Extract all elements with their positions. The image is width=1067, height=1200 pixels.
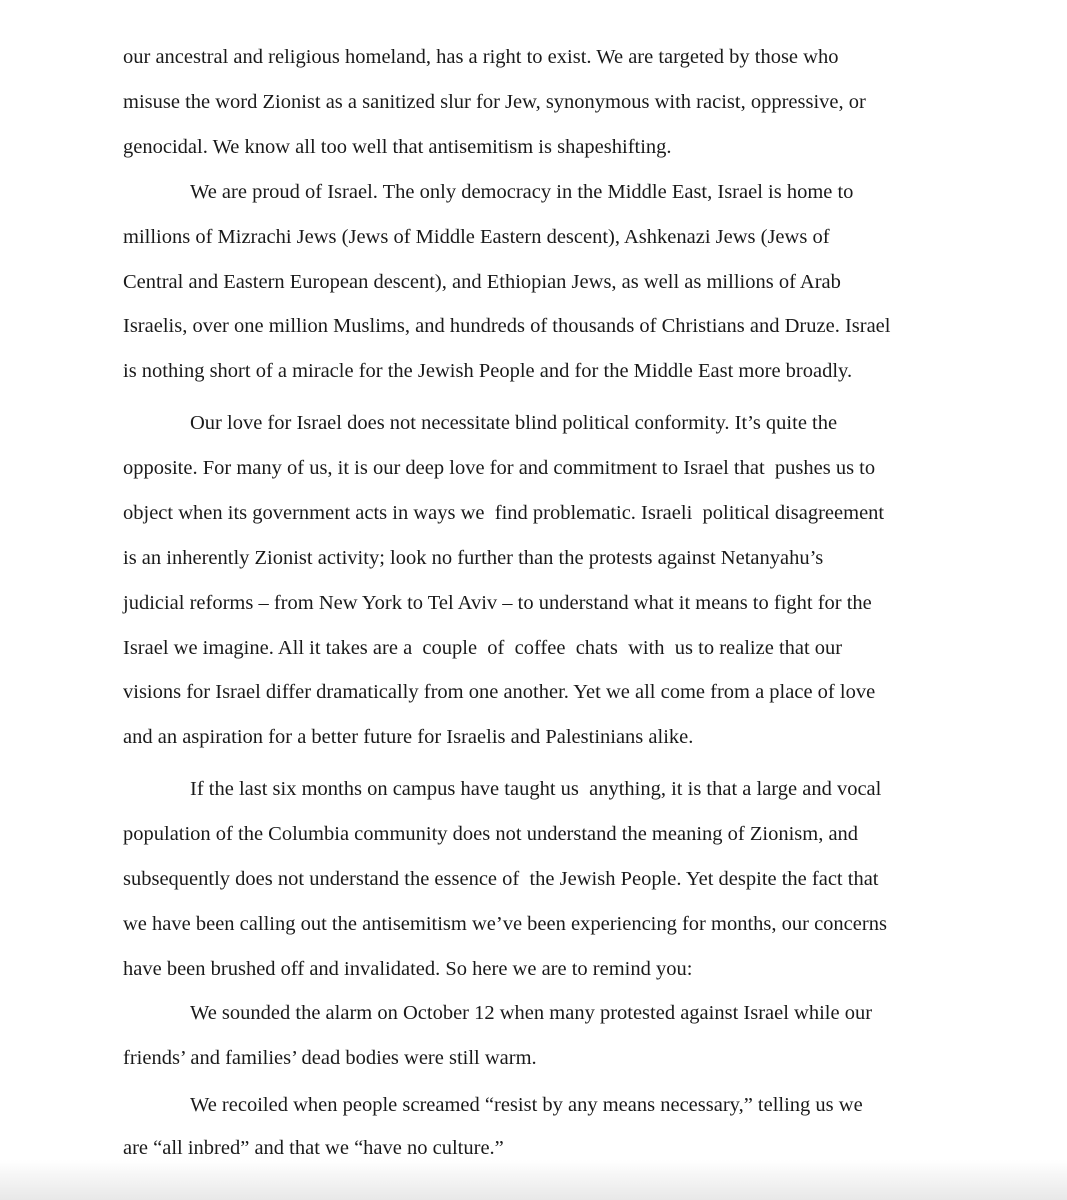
text-line: opposite. For many of us, it is our deep love for and commitment to Israel that pushes us to <box>123 457 876 479</box>
paragraph-first-line: If the last six months on campus have taught us anything, it is that a large and vocal <box>190 778 882 800</box>
text-line: Israelis, over one million Muslims, and hundreds of thousands of Christians and Druze. Israel <box>123 315 891 337</box>
text-line: are “all inbred” and that we “have no culture.” <box>123 1137 504 1159</box>
paragraph-first-line: We recoiled when people screamed “resist by any means necessary,” telling us we <box>190 1094 863 1116</box>
text-line: we have been calling out the antisemitism we’ve been experiencing for months, our concerns <box>123 913 887 935</box>
text-line: is an inherently Zionist activity; look no further than the protests against Netanyahu’s <box>123 547 824 569</box>
text-line: visions for Israel differ dramatically from one another. Yet we all come from a place of love <box>123 681 876 703</box>
text-line: Central and Eastern European descent), and Ethiopian Jews, as well as millions of Arab <box>123 271 841 293</box>
text-line: is nothing short of a miracle for the Jewish People and for the Middle East more broadly. <box>123 360 853 382</box>
paragraph-first-line: Our love for Israel does not necessitate blind political conformity. It’s quite the <box>190 412 838 434</box>
text-line: misuse the word Zionist as a sanitized slur for Jew, synonymous with racist, oppressive, or <box>123 91 866 113</box>
paragraph-first-line: We sounded the alarm on October 12 when many protested against Israel while our <box>190 1002 873 1024</box>
text-line: have been brushed off and invalidated. So here we are to remind you: <box>123 958 693 980</box>
text-line: and an aspiration for a better future for Israelis and Palestinians alike. <box>123 726 694 748</box>
text-line: friends’ and families’ dead bodies were still warm. <box>123 1047 537 1069</box>
text-line: genocidal. We know all too well that antisemitism is shapeshifting. <box>123 136 672 158</box>
text-line: Israel we imagine. All it takes are a couple of coffee chats with us to realize that our <box>123 637 843 659</box>
bottom-fade <box>0 1160 1067 1200</box>
paragraph-first-line: We are proud of Israel. The only democracy in the Middle East, Israel is home to <box>190 181 854 203</box>
text-line: object when its government acts in ways we find problematic. Israeli political disagreement <box>123 502 885 524</box>
text-line: subsequently does not understand the essence of the Jewish People. Yet despite the fact that <box>123 868 879 890</box>
text-line: judicial reforms – from New York to Tel Aviv – to understand what it means to fight for the <box>123 592 872 614</box>
text-line: millions of Mizrachi Jews (Jews of Middle Eastern descent), Ashkenazi Jews (Jews of <box>123 226 830 248</box>
text-line: population of the Columbia community does not understand the meaning of Zionism, and <box>123 823 859 845</box>
text-line: our ancestral and religious homeland, has a right to exist. We are targeted by those who <box>123 46 839 68</box>
